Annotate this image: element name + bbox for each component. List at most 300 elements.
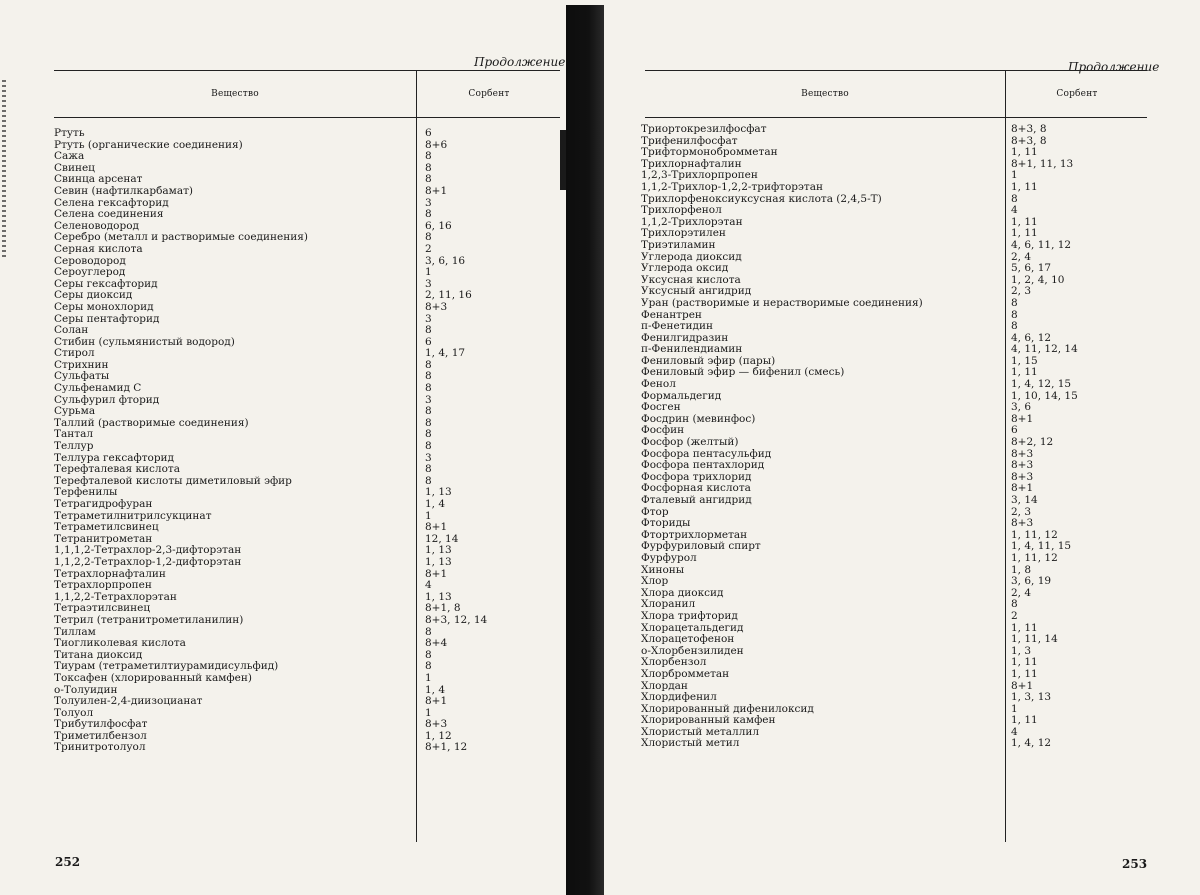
table-row [641, 495, 1147, 507]
table-row [641, 182, 1147, 194]
table-row [54, 522, 560, 534]
substance-name: Фосдрин (мевинфос) [641, 413, 756, 425]
sorbent-value: 8 [425, 324, 432, 337]
substance-name: Тетрил (тетранитрометиланилин) [54, 614, 244, 626]
substance-name: 1,2,3-Трихлорпропен [641, 170, 758, 182]
table-row [641, 124, 1147, 136]
sorbent-value: 2, 4 [1011, 586, 1032, 599]
table-row [641, 507, 1147, 519]
substance-name: Тетраметилнитрилсукцинат [54, 510, 212, 522]
table-row [54, 151, 560, 163]
sorbent-value: 1 [1011, 169, 1018, 182]
sorbent-value: 1, 13 [425, 590, 452, 603]
table-row [54, 186, 560, 198]
sorbent-value: 8+1 [425, 567, 448, 580]
table-row [641, 402, 1147, 414]
table-row [54, 673, 560, 685]
sorbent-value: 3, 14 [1011, 494, 1038, 506]
sorbent-value: 1, 11 [1011, 667, 1038, 680]
table-row [54, 487, 560, 499]
sorbent-value: 1, 11, 14 [1011, 633, 1058, 646]
substance-name: Хлор [641, 576, 669, 588]
substance-name: Фенилгидразин [641, 332, 729, 344]
sorbent-value: 8+1 [425, 184, 448, 197]
substance-name: Фосфин [641, 425, 685, 437]
substance-name: Сульфенамид С [54, 383, 142, 395]
table-row [641, 252, 1147, 264]
substance-name: Тиурам (тетраметилтиурамидисульфид) [54, 661, 279, 673]
table-row [54, 314, 560, 326]
table-row [54, 569, 560, 581]
table-row [641, 646, 1147, 658]
substance-name: Тетранитрометан [54, 533, 153, 545]
substance-name: Теллура гексафторид [54, 452, 175, 464]
table-row [54, 661, 560, 673]
sorbent-value: 1, 4 [425, 683, 446, 696]
sorbent-value: 1, 12 [425, 729, 452, 742]
table-row [54, 174, 560, 186]
substance-name: Фосфора пентасульфид [641, 448, 772, 460]
sorbent-value: 2, 11, 16 [425, 289, 472, 302]
substance-name: о-Хлорбензилиден [641, 645, 744, 657]
sorbent-value: 8 [425, 358, 432, 371]
sorbent-value: 1 [1011, 702, 1018, 715]
sorbent-value: 1, 11 [1011, 146, 1038, 159]
sorbent-value: 6 [425, 127, 432, 139]
table-row [54, 696, 560, 708]
substance-name: Серебро (металл и растворимые соединения) [54, 232, 308, 244]
sorbent-value: 5, 6, 17 [1011, 262, 1052, 275]
table-row [54, 406, 560, 418]
sorbent-value: 8 [425, 625, 432, 638]
substance-name: Хлорацетальдегид [641, 622, 744, 634]
substance-name: Титана диоксид [54, 649, 143, 661]
sorbent-value: 1, 11 [1011, 656, 1038, 669]
sorbent-value: 1, 15 [1011, 354, 1038, 367]
table-row [641, 159, 1147, 171]
substance-name: п-Фенилендиамин [641, 344, 743, 356]
substance-name: Хлористый металлил [641, 726, 760, 738]
substance-name: Терефталевая кислота [54, 464, 180, 476]
table-row [54, 360, 560, 372]
sorbent-value: 1, 4, 12, 15 [1011, 378, 1072, 391]
substance-name: Серная кислота [54, 243, 143, 255]
substance-name: Селена гексафторид [54, 197, 169, 209]
table-row [641, 298, 1147, 310]
table-row [641, 194, 1147, 206]
substance-name: Селена соединения [54, 209, 164, 221]
sorbent-value: 3, 6, 19 [1011, 575, 1052, 588]
table-row [641, 240, 1147, 252]
header-sorbent: Сорбент [1005, 71, 1148, 117]
substance-name: Серы диоксид [54, 290, 133, 302]
substance-name: Свинца арсенат [54, 174, 143, 186]
table-row [54, 453, 560, 465]
substance-name: Фурфурол [641, 552, 697, 564]
substance-name: Уксусный ангидрид [641, 286, 752, 298]
substance-name: Солан [54, 325, 89, 337]
substance-name: Хлорбензол [641, 657, 707, 669]
table-row [54, 198, 560, 210]
table-row [641, 344, 1147, 356]
table-row [641, 449, 1147, 461]
table-row [54, 256, 560, 268]
page-number: 252 [55, 855, 81, 869]
book-gutter [566, 5, 604, 895]
sorbent-value: 1, 4, 11, 15 [1011, 540, 1072, 553]
sorbent-value: 8+6 [425, 138, 448, 151]
substance-name: Тетрагидрофуран [54, 499, 153, 510]
table-row [641, 310, 1147, 322]
table-row [641, 588, 1147, 600]
table-row [54, 534, 560, 546]
table-row [54, 650, 560, 662]
sorbent-value: 8+3 [1011, 517, 1034, 530]
sorbent-value: 1, 11, 12 [1011, 528, 1058, 541]
substance-name: Сажа [54, 151, 85, 163]
sorbent-value: 8+1, 8 [425, 602, 461, 615]
substance-name: Таллий (растворимые соединения) [54, 417, 249, 429]
substance-name: Фениловый эфир (пары) [641, 355, 776, 367]
table-row [641, 611, 1147, 623]
sorbent-value: 8+3 [1011, 470, 1034, 483]
substance-name: Триортокрезилфосфат [641, 124, 767, 135]
sorbent-value: 8 [425, 474, 432, 487]
sorbent-value: 1, 13 [425, 555, 452, 568]
sorbent-value: 2 [425, 242, 432, 255]
sorbent-value: 3 [425, 393, 432, 406]
table-row [641, 286, 1147, 298]
substance-name: 1,1,2-Трихлорэтан [641, 216, 743, 228]
table-row [641, 483, 1147, 495]
sorbent-value: 8+3, 12, 14 [425, 613, 488, 626]
sorbent-value: 1, 11 [1011, 227, 1038, 240]
table-row [54, 627, 560, 639]
sorbent-value: 8+1, 11, 13 [1011, 157, 1074, 170]
sorbent-value: 12, 14 [425, 532, 459, 545]
table-row [641, 425, 1147, 437]
table-row [641, 205, 1147, 217]
sorbent-value: 4 [425, 579, 432, 592]
substance-name: Фосфорная кислота [641, 483, 751, 495]
table-row [54, 731, 560, 743]
table-row [54, 383, 560, 395]
substance-name: Хлорацетофенон [641, 634, 735, 646]
sorbent-value: 8 [1011, 308, 1018, 321]
sorbent-value: 1, 10, 14, 15 [1011, 389, 1078, 402]
sorbent-value: 1 [425, 706, 432, 719]
substance-name: Тетраэтилсвинец [54, 603, 151, 615]
substance-table-rows [54, 128, 560, 754]
table-row [641, 634, 1147, 646]
sorbent-value: 4 [1011, 725, 1018, 738]
sorbent-value: 6 [1011, 424, 1018, 437]
table-row [54, 708, 560, 720]
sorbent-value: 8 [425, 208, 432, 221]
table-row [641, 460, 1147, 472]
sorbent-value: 8 [425, 428, 432, 441]
table-row [54, 638, 560, 650]
sorbent-value: 1 [425, 266, 432, 279]
sorbent-value: 3 [425, 196, 432, 209]
substance-name: Триметилбензол [54, 730, 147, 742]
substance-name: Трихлорнафталин [641, 158, 742, 170]
sorbent-value: 4, 6, 11, 12 [1011, 238, 1072, 251]
substance-name: Трифенилфосфат [641, 135, 738, 147]
substance-name: Хлористый метил [641, 738, 740, 750]
substance-name: Уксусная кислота [641, 274, 741, 286]
left-page [0, 0, 590, 895]
sorbent-value: 1, 11 [1011, 621, 1038, 634]
table-row [54, 418, 560, 430]
substance-name: Свинец [54, 162, 95, 174]
sorbent-value: 8+3 [425, 300, 448, 313]
table-row [641, 565, 1147, 577]
table-row [641, 553, 1147, 565]
table-row [641, 576, 1147, 588]
table-row [54, 464, 560, 476]
table-row [641, 692, 1147, 704]
substance-name: Трихлорэтилен [641, 228, 726, 240]
table-row [641, 228, 1147, 240]
sorbent-value: 3 [425, 451, 432, 464]
table-row [54, 348, 560, 360]
sorbent-value: 8 [1011, 320, 1018, 333]
table-row [641, 217, 1147, 229]
sorbent-value: 8+3, 8 [1011, 123, 1047, 135]
table-row [641, 727, 1147, 739]
table-header [54, 70, 560, 118]
table-row [641, 367, 1147, 379]
substance-name: Хлора диоксид [641, 587, 724, 599]
table-row [641, 704, 1147, 716]
sorbent-value: 3 [425, 312, 432, 325]
substance-name: Фурфуриловый спирт [641, 541, 761, 553]
substance-name: Тетрахлорнафталин [54, 568, 166, 580]
sorbent-value: 1, 11 [1011, 180, 1038, 193]
substance-name: Фториды [641, 518, 691, 530]
sorbent-value: 2, 3 [1011, 285, 1032, 298]
table-row [641, 715, 1147, 727]
table-row [641, 136, 1147, 148]
substance-name: Токсафен (хлорированный камфен) [54, 672, 252, 684]
sorbent-value: 8 [1011, 192, 1018, 205]
table-row [641, 738, 1147, 750]
sorbent-value: 8+1, 12 [425, 741, 468, 754]
sorbent-value: 8+3 [1011, 447, 1034, 460]
table-row [54, 615, 560, 627]
table-row [54, 279, 560, 291]
substance-name: Сульфаты [54, 371, 110, 383]
substance-name: Селеноводород [54, 220, 139, 232]
substance-table-rows [641, 124, 1147, 750]
substance-name: Стрихнин [54, 359, 109, 371]
substance-name: Хлорбромметан [641, 668, 730, 680]
substance-name: Терфенилы [54, 487, 118, 499]
substance-name: Серы пентафторид [54, 313, 160, 325]
sorbent-value: 8+1 [425, 695, 448, 708]
substance-name: Формальдегид [641, 390, 722, 402]
sorbent-value: 1, 4, 17 [425, 347, 466, 360]
table-row [641, 530, 1147, 542]
sorbent-value: 4, 11, 12, 14 [1011, 343, 1078, 356]
substance-name: 1,1,2,2-Тетрахлор-1,2-дифторэтан [54, 556, 242, 568]
substance-name: 1,1,2-Трихлор-1,2,2-трифторэтан [641, 181, 823, 193]
sorbent-value: 8 [1011, 598, 1018, 611]
table-row [54, 476, 560, 488]
substance-name: Севин (нафтилкарбамат) [54, 185, 194, 197]
sorbent-value: 1 [425, 509, 432, 522]
table-row [54, 557, 560, 569]
substance-name: Сероводород [54, 255, 126, 267]
substance-name: Хлоранил [641, 599, 696, 611]
sorbent-value: 8 [425, 463, 432, 476]
table-header [645, 70, 1147, 118]
substance-name: Терефталевой кислоты диметиловый эфир [54, 475, 292, 487]
substance-name: Уран (растворимые и нерастворимые соединения) [641, 297, 923, 309]
sorbent-value: 1, 8 [1011, 563, 1032, 576]
table-row [641, 623, 1147, 635]
sorbent-value: 8+3 [1011, 459, 1034, 472]
table-row [54, 545, 560, 557]
table-row [641, 321, 1147, 333]
table-row [54, 592, 560, 604]
sorbent-value: 8 [425, 382, 432, 395]
substance-name: Серы гексафторид [54, 278, 158, 290]
table-row [54, 685, 560, 697]
table-row [641, 391, 1147, 403]
table-row [641, 275, 1147, 287]
substance-name: Сульфурил фторид [54, 394, 160, 406]
substance-name: Теллур [54, 441, 94, 453]
substance-name: Углерода диоксид [641, 251, 742, 263]
sorbent-value: 8 [425, 161, 432, 174]
sorbent-value: 2 [1011, 609, 1018, 622]
substance-name: Фениловый эфир — бифенил (смесь) [641, 367, 845, 379]
sorbent-value: 8+1 [1011, 679, 1034, 692]
sorbent-value: 1, 13 [425, 544, 452, 557]
substance-name: Трибутилфосфат [54, 719, 148, 731]
table-row [54, 371, 560, 383]
substance-name: Серы монохлорид [54, 301, 154, 313]
table-row [54, 163, 560, 175]
table-row [54, 244, 560, 256]
sorbent-value: 8 [425, 173, 432, 186]
table-row [54, 337, 560, 349]
substance-name: Трифтормонобромметан [641, 147, 778, 159]
table-row [54, 325, 560, 337]
sorbent-value: 8+4 [425, 637, 448, 650]
sorbent-value: 1, 3 [1011, 644, 1032, 657]
substance-name: Тантал [54, 429, 94, 441]
table-row [641, 518, 1147, 530]
sorbent-value: 6 [425, 335, 432, 348]
substance-name: Ртуть (органические соединения) [54, 139, 243, 151]
table-row [54, 719, 560, 731]
header-substance: Вещество [801, 89, 849, 99]
substance-name: Фенол [641, 379, 676, 391]
substance-name: Хиноны [641, 564, 685, 576]
sorbent-value: 8+1 [1011, 482, 1034, 495]
sorbent-value: 1, 4, 12 [1011, 737, 1052, 750]
sorbent-value: 8 [425, 660, 432, 673]
table-row [54, 302, 560, 314]
table-row [54, 221, 560, 233]
sorbent-value: 1, 11 [1011, 714, 1038, 727]
table-row [641, 669, 1147, 681]
table-row [54, 441, 560, 453]
sorbent-value: 8+1 [425, 521, 448, 534]
table-row [641, 437, 1147, 449]
continuation-label: Продолжение [474, 55, 566, 69]
substance-name: Стибин (сульмянистый водород) [54, 336, 235, 348]
substance-name: Толуол [54, 707, 94, 719]
table-row [641, 379, 1147, 391]
sorbent-value: 8+3, 8 [1011, 134, 1047, 147]
sorbent-value: 3, 6 [1011, 401, 1032, 414]
right-page [610, 0, 1200, 895]
table-row [54, 429, 560, 441]
substance-name: Фтор [641, 506, 669, 518]
sorbent-value: 8+3 [425, 718, 448, 731]
table-row [641, 681, 1147, 693]
substance-name: 1,1,1,2-Тетрахлор-2,3-дифторэтан [54, 545, 242, 557]
substance-name: Ртуть [54, 128, 85, 139]
table-row [54, 140, 560, 152]
substance-name: Хлордан [641, 680, 688, 692]
sorbent-value: 8 [425, 370, 432, 383]
substance-name: Тетрахлорпропен [54, 580, 152, 592]
table-row [54, 232, 560, 244]
substance-name: Тетраметилсвинец [54, 522, 159, 534]
substance-name: п-Фенетидин [641, 321, 713, 333]
sorbent-value: 8 [425, 231, 432, 244]
substance-name: Сурьма [54, 406, 96, 418]
sorbent-value: 1, 11, 12 [1011, 551, 1058, 564]
sorbent-value: 3 [425, 277, 432, 290]
sorbent-value: 6, 16 [425, 219, 452, 232]
table-row [641, 657, 1147, 669]
substance-name: Стирол [54, 348, 95, 360]
sorbent-value: 1, 13 [425, 486, 452, 499]
table-row [54, 511, 560, 523]
sorbent-value: 2, 3 [1011, 505, 1032, 518]
table-row [54, 395, 560, 407]
substance-name: Трихлорфенол [641, 205, 722, 217]
sorbent-value: 8 [1011, 296, 1018, 309]
table-row [54, 580, 560, 592]
sorbent-value: 1, 4 [425, 498, 446, 510]
table-row [54, 267, 560, 279]
table-row [54, 499, 560, 511]
table-row [54, 742, 560, 754]
sorbent-value: 8 [425, 405, 432, 418]
header-sorbent: Сорбент [416, 71, 561, 117]
substance-name: Фосген [641, 402, 681, 414]
substance-name: Хлора трифторид [641, 610, 738, 622]
sorbent-value: 4 [1011, 204, 1018, 217]
substance-name: Фосфор (желтый) [641, 437, 739, 449]
substance-name: Фенантрен [641, 309, 702, 321]
sorbent-value: 8 [425, 648, 432, 661]
substance-name: о-Толуидин [54, 684, 118, 696]
substance-name: Триэтиламин [641, 239, 716, 251]
table-row [54, 128, 560, 140]
substance-name: Фтортрихлорметан [641, 529, 748, 541]
substance-name: Толуилен-2,4-диизоцианат [54, 696, 203, 708]
sorbent-value: 8 [425, 440, 432, 453]
substance-name: Углерода оксид [641, 263, 729, 275]
